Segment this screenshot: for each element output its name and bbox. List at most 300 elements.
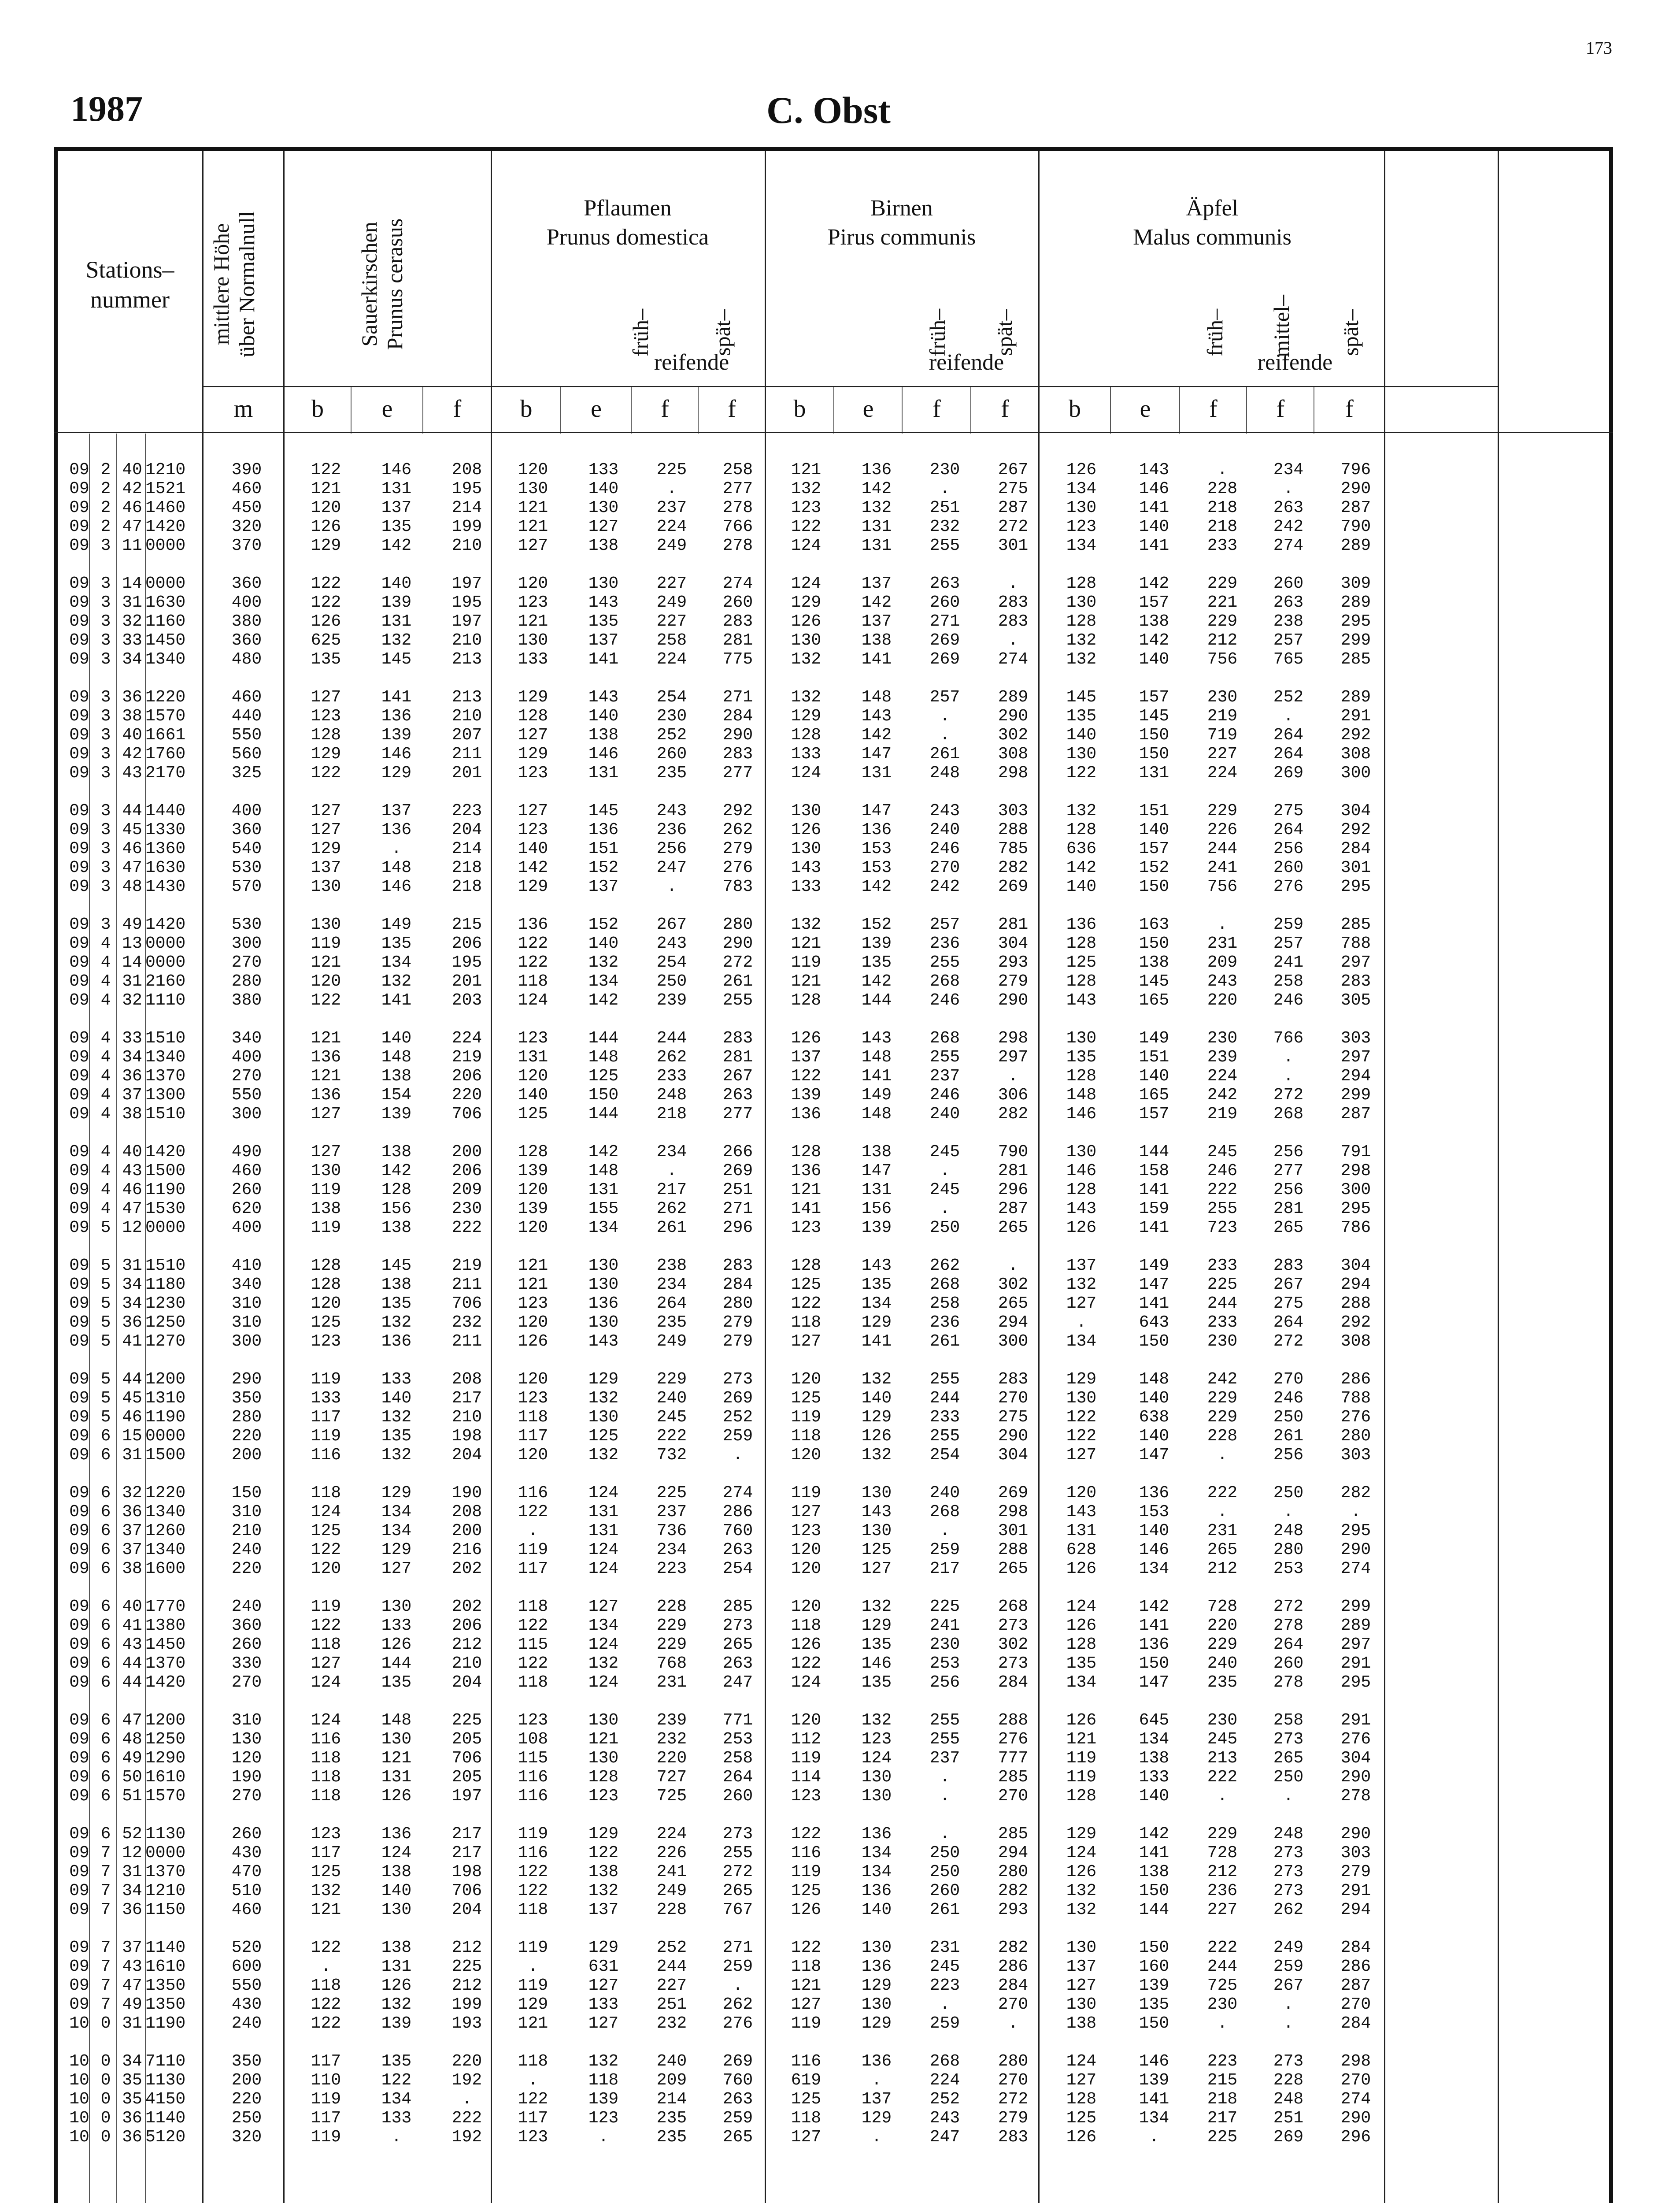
date-cell: 126 bbox=[311, 517, 341, 536]
station-cell: 6 bbox=[100, 1787, 111, 1806]
date-cell: 150 bbox=[1139, 2014, 1169, 2033]
date-cell: 142 bbox=[381, 536, 412, 555]
date-cell: 237 bbox=[929, 1067, 960, 1086]
height-cell: 600 bbox=[231, 1957, 262, 1976]
sour-cherry-header: Sauerkirschen Prunus cerasus bbox=[357, 218, 407, 350]
date-cell: 220 bbox=[451, 1086, 482, 1105]
date-cell: 229 bbox=[656, 1635, 687, 1654]
date-cell: 122 bbox=[311, 593, 341, 612]
height-cell: 350 bbox=[231, 2052, 262, 2071]
table-row bbox=[0, 1484, 1680, 1503]
date-cell: 120 bbox=[791, 1597, 821, 1616]
date-cell: 119 bbox=[1066, 1749, 1097, 1768]
station-cell: 1450 bbox=[145, 1635, 186, 1654]
height-cell: 200 bbox=[231, 2071, 262, 2090]
date-cell: 125 bbox=[311, 1521, 341, 1540]
station-cell: 0 bbox=[100, 2014, 111, 2033]
date-cell: 768 bbox=[656, 1654, 687, 1673]
date-cell: 210 bbox=[451, 707, 482, 726]
station-cell: 0000 bbox=[145, 1427, 186, 1446]
date-cell: 131 bbox=[861, 764, 892, 783]
station-cell: 1420 bbox=[145, 915, 186, 934]
height-cell: 340 bbox=[231, 1029, 262, 1048]
date-cell: 139 bbox=[588, 2090, 619, 2109]
date-cell: 146 bbox=[1139, 479, 1169, 498]
date-cell: 143 bbox=[861, 1029, 892, 1048]
date-cell: 110 bbox=[311, 2071, 341, 2090]
date-cell: 195 bbox=[451, 479, 482, 498]
date-cell: 138 bbox=[381, 1938, 412, 1957]
date-cell: 643 bbox=[1139, 1313, 1169, 1332]
date-cell: 138 bbox=[311, 1199, 341, 1218]
date-cell: 128 bbox=[518, 707, 548, 726]
date-cell: 231 bbox=[1207, 934, 1238, 953]
date-cell: 159 bbox=[1139, 1199, 1169, 1218]
station-cell: 09 bbox=[69, 1787, 89, 1806]
date-cell: 123 bbox=[588, 1787, 619, 1806]
date-cell: 120 bbox=[311, 1294, 341, 1313]
date-cell: 122 bbox=[518, 1616, 548, 1635]
date-cell: 264 bbox=[1273, 745, 1304, 764]
station-cell: 4 bbox=[100, 1086, 111, 1105]
date-cell: 127 bbox=[311, 820, 341, 839]
station-cell: 10 bbox=[69, 2128, 89, 2147]
date-cell: 150 bbox=[1139, 934, 1169, 953]
date-cell: 783 bbox=[722, 877, 753, 896]
station-cell: 1310 bbox=[145, 1389, 186, 1408]
date-cell: 139 bbox=[381, 1105, 412, 1124]
date-cell: 271 bbox=[929, 612, 960, 631]
date-cell: 284 bbox=[722, 707, 753, 726]
station-cell: 34 bbox=[122, 2052, 142, 2071]
height-cell: 290 bbox=[231, 1370, 262, 1389]
date-cell: 121 bbox=[518, 2014, 548, 2033]
date-cell: 156 bbox=[381, 1199, 412, 1218]
date-cell: 118 bbox=[518, 2052, 548, 2071]
date-cell: 130 bbox=[1066, 745, 1097, 764]
date-cell: 261 bbox=[929, 1332, 960, 1351]
date-cell: 132 bbox=[588, 953, 619, 972]
date-cell: 128 bbox=[311, 1256, 341, 1275]
date-cell: 220 bbox=[1207, 1616, 1238, 1635]
date-cell: 256 bbox=[1273, 1180, 1304, 1199]
station-cell: 09 bbox=[69, 1105, 89, 1124]
date-cell: 145 bbox=[381, 650, 412, 669]
date-cell: 119 bbox=[791, 2014, 821, 2033]
date-cell: 258 bbox=[722, 460, 753, 479]
date-cell: 143 bbox=[588, 593, 619, 612]
date-cell: 298 bbox=[998, 764, 1029, 783]
table-row bbox=[0, 1559, 1680, 1579]
date-cell: 288 bbox=[1340, 1294, 1371, 1313]
date-cell: 223 bbox=[451, 801, 482, 820]
date-cell: 143 bbox=[1066, 991, 1097, 1010]
station-cell: 49 bbox=[122, 915, 142, 934]
date-cell: 248 bbox=[1273, 1521, 1304, 1540]
station-cell: 1110 bbox=[145, 991, 186, 1010]
date-cell: 148 bbox=[588, 1048, 619, 1067]
date-cell: 126 bbox=[1066, 2128, 1097, 2147]
station-cell: 1200 bbox=[145, 1711, 186, 1730]
date-cell: 141 bbox=[1139, 1180, 1169, 1199]
date-cell: 269 bbox=[1273, 764, 1304, 783]
date-cell: 124 bbox=[381, 1843, 412, 1862]
date-cell: 120 bbox=[791, 1540, 821, 1559]
date-cell: 263 bbox=[722, 1654, 753, 1673]
date-cell: 132 bbox=[1066, 801, 1097, 820]
date-cell: 117 bbox=[311, 2052, 341, 2071]
date-cell: 219 bbox=[1207, 707, 1238, 726]
date-cell: 227 bbox=[656, 1976, 687, 1995]
date-cell: 235 bbox=[656, 2109, 687, 2128]
date-cell: 199 bbox=[451, 1995, 482, 2014]
station-cell: 3 bbox=[100, 745, 111, 764]
date-cell: 132 bbox=[791, 479, 821, 498]
date-cell: 142 bbox=[1139, 631, 1169, 650]
station-cell: 5 bbox=[100, 1370, 111, 1389]
station-cell: 1370 bbox=[145, 1067, 186, 1086]
date-cell: 296 bbox=[722, 1218, 753, 1237]
date-cell: 140 bbox=[381, 1389, 412, 1408]
station-cell: 09 bbox=[69, 1730, 89, 1749]
date-cell: 119 bbox=[311, 1427, 341, 1446]
date-cell: 125 bbox=[588, 1427, 619, 1446]
date-cell: 130 bbox=[791, 839, 821, 858]
date-cell: 263 bbox=[1273, 593, 1304, 612]
date-cell: 130 bbox=[381, 1597, 412, 1616]
height-cell: 440 bbox=[231, 707, 262, 726]
date-cell: 201 bbox=[451, 972, 482, 991]
date-cell: 150 bbox=[1139, 877, 1169, 896]
date-cell: 212 bbox=[1207, 1862, 1238, 1881]
date-cell: 117 bbox=[311, 1408, 341, 1427]
table-row bbox=[0, 1881, 1680, 1901]
date-cell: 283 bbox=[722, 1029, 753, 1048]
date-cell: 120 bbox=[311, 972, 341, 991]
date-cell: 129 bbox=[791, 593, 821, 612]
date-cell: 139 bbox=[1139, 1976, 1169, 1995]
date-cell: 127 bbox=[311, 1654, 341, 1673]
date-cell: 119 bbox=[791, 1862, 821, 1881]
date-cell: 142 bbox=[588, 991, 619, 1010]
station-cell: 34 bbox=[122, 1881, 142, 1900]
date-cell: 122 bbox=[518, 953, 548, 972]
date-cell: 146 bbox=[1066, 1161, 1097, 1180]
date-cell: 294 bbox=[1340, 1067, 1371, 1086]
station-cell: 37 bbox=[122, 1938, 142, 1957]
height-cell: 360 bbox=[231, 574, 262, 593]
date-cell: 127 bbox=[588, 2014, 619, 2033]
station-cell: 09 bbox=[69, 1484, 89, 1502]
date-cell: 269 bbox=[998, 1484, 1029, 1502]
date-cell: 245 bbox=[1207, 1730, 1238, 1749]
date-cell: 118 bbox=[518, 1900, 548, 1919]
date-cell: 219 bbox=[451, 1048, 482, 1067]
station-cell: 10 bbox=[69, 2090, 89, 2109]
table-row bbox=[0, 1313, 1680, 1332]
date-cell: 132 bbox=[1066, 1275, 1097, 1294]
date-cell: 706 bbox=[451, 1881, 482, 1900]
height-cell: 530 bbox=[231, 915, 262, 934]
date-cell: 151 bbox=[1139, 801, 1169, 820]
station-cell: 0000 bbox=[145, 1843, 186, 1862]
date-cell: 283 bbox=[722, 1256, 753, 1275]
date-cell: 136 bbox=[311, 1048, 341, 1067]
height-cell: 570 bbox=[231, 877, 262, 896]
date-cell: 230 bbox=[1207, 1332, 1238, 1351]
date-cell: 638 bbox=[1139, 1408, 1169, 1427]
date-cell: 198 bbox=[451, 1862, 482, 1881]
table-row bbox=[0, 1995, 1680, 2014]
date-cell: 243 bbox=[1207, 972, 1238, 991]
date-cell: 269 bbox=[722, 1161, 753, 1180]
date-cell: 142 bbox=[861, 726, 892, 745]
date-cell: . bbox=[1283, 1048, 1294, 1067]
date-cell: 124 bbox=[1066, 1597, 1097, 1616]
date-cell: 251 bbox=[722, 1180, 753, 1199]
station-cell: 6 bbox=[100, 1521, 111, 1540]
height-cell: 300 bbox=[231, 1332, 262, 1351]
date-cell: 248 bbox=[929, 764, 960, 783]
date-cell: 251 bbox=[1273, 2109, 1304, 2128]
station-cell: 5 bbox=[100, 1275, 111, 1294]
date-cell: 119 bbox=[311, 934, 341, 953]
date-cell: 242 bbox=[1207, 1086, 1238, 1105]
station-cell: 6 bbox=[100, 1730, 111, 1749]
date-cell: 136 bbox=[861, 1957, 892, 1976]
date-cell: 210 bbox=[451, 1654, 482, 1673]
unit-label: b bbox=[1069, 395, 1081, 423]
year-heading: 1987 bbox=[70, 89, 143, 129]
date-cell: 283 bbox=[998, 1370, 1029, 1389]
date-cell: 138 bbox=[1066, 2014, 1097, 2033]
station-cell: 1340 bbox=[145, 1502, 186, 1521]
date-cell: 129 bbox=[1066, 1825, 1097, 1843]
station-cell: 09 bbox=[69, 1843, 89, 1862]
date-cell: 130 bbox=[1066, 1995, 1097, 2014]
date-cell: 287 bbox=[1340, 1976, 1371, 1995]
date-cell: 250 bbox=[929, 1843, 960, 1862]
date-cell: 215 bbox=[451, 915, 482, 934]
height-cell: 550 bbox=[231, 1976, 262, 1995]
apple-mid-label: mittel– bbox=[1269, 295, 1294, 357]
date-cell: 120 bbox=[1066, 1484, 1097, 1502]
date-cell: 250 bbox=[1273, 1408, 1304, 1427]
station-cell: 47 bbox=[122, 1976, 142, 1995]
station-cell: 34 bbox=[122, 1048, 142, 1067]
date-cell: 117 bbox=[518, 1427, 548, 1446]
date-cell: 128 bbox=[1066, 972, 1097, 991]
date-cell: . bbox=[1217, 915, 1228, 934]
station-cell: 40 bbox=[122, 1597, 142, 1616]
station-cell: 1340 bbox=[145, 650, 186, 669]
date-cell: 271 bbox=[722, 1938, 753, 1957]
date-cell: 239 bbox=[656, 991, 687, 1010]
station-cell: 1430 bbox=[145, 877, 186, 896]
table-row bbox=[0, 650, 1680, 669]
date-cell: 148 bbox=[861, 1048, 892, 1067]
plum-late-label: spät– bbox=[710, 309, 735, 356]
date-cell: 136 bbox=[311, 1086, 341, 1105]
date-cell: 277 bbox=[722, 479, 753, 498]
date-cell: 234 bbox=[1273, 460, 1304, 479]
date-cell: 117 bbox=[518, 1559, 548, 1578]
date-cell: 645 bbox=[1139, 1711, 1169, 1730]
date-cell: 116 bbox=[791, 2052, 821, 2071]
station-cell: 09 bbox=[69, 839, 89, 858]
date-cell: 127 bbox=[861, 1559, 892, 1578]
date-cell: 265 bbox=[722, 1635, 753, 1654]
date-cell: 228 bbox=[1273, 2071, 1304, 2090]
height-cell: 560 bbox=[231, 745, 262, 764]
date-cell: 255 bbox=[929, 953, 960, 972]
date-cell: 130 bbox=[1066, 1938, 1097, 1957]
date-cell: 118 bbox=[791, 1616, 821, 1635]
station-cell: 09 bbox=[69, 1957, 89, 1976]
date-cell: 147 bbox=[861, 745, 892, 764]
station-cell: 1190 bbox=[145, 2014, 186, 2033]
date-cell: 229 bbox=[1207, 1635, 1238, 1654]
date-cell: 227 bbox=[1207, 1900, 1238, 1919]
date-cell: 257 bbox=[929, 915, 960, 934]
date-cell: 115 bbox=[518, 1635, 548, 1654]
date-cell: 139 bbox=[1139, 2071, 1169, 2090]
station-cell: 09 bbox=[69, 1900, 89, 1919]
plum-ripening-label: reifende bbox=[654, 350, 729, 375]
date-cell: 153 bbox=[861, 839, 892, 858]
station-cell: 6 bbox=[100, 1673, 111, 1692]
date-cell: 253 bbox=[722, 1730, 753, 1749]
date-cell: 146 bbox=[381, 460, 412, 479]
date-cell: 129 bbox=[791, 707, 821, 726]
station-cell: 0000 bbox=[145, 934, 186, 953]
date-cell: 212 bbox=[1207, 1559, 1238, 1578]
station-cell: 3 bbox=[100, 536, 111, 555]
station-cell: 0000 bbox=[145, 953, 186, 972]
date-cell: . bbox=[940, 1825, 950, 1843]
date-cell: 273 bbox=[722, 1370, 753, 1389]
station-cell: 46 bbox=[122, 1408, 142, 1427]
station-cell: 09 bbox=[69, 1502, 89, 1521]
date-cell: 218 bbox=[451, 858, 482, 877]
date-cell: 122 bbox=[588, 1843, 619, 1862]
station-cell: 3 bbox=[100, 631, 111, 650]
date-cell: 258 bbox=[722, 1749, 753, 1768]
date-cell: 273 bbox=[1273, 1730, 1304, 1749]
date-cell: 141 bbox=[791, 1199, 821, 1218]
table-row bbox=[0, 991, 1680, 1010]
station-cell: 09 bbox=[69, 1029, 89, 1048]
date-cell: 120 bbox=[518, 1370, 548, 1389]
date-cell: 209 bbox=[656, 2071, 687, 2090]
date-cell: 127 bbox=[1066, 1294, 1097, 1313]
table-row bbox=[0, 1938, 1680, 1958]
date-cell: 142 bbox=[588, 1142, 619, 1161]
date-cell: 142 bbox=[1139, 1597, 1169, 1616]
station-cell: 4 bbox=[100, 972, 111, 991]
date-cell: 269 bbox=[929, 631, 960, 650]
date-cell: 143 bbox=[791, 858, 821, 877]
date-cell: 131 bbox=[381, 479, 412, 498]
page-number: 173 bbox=[1586, 38, 1612, 58]
date-cell: 254 bbox=[929, 1446, 960, 1465]
date-cell: 206 bbox=[451, 934, 482, 953]
date-cell: . bbox=[391, 2128, 402, 2147]
table-row bbox=[0, 1711, 1680, 1730]
date-cell: 141 bbox=[1139, 498, 1169, 517]
date-cell: 224 bbox=[451, 1029, 482, 1048]
date-cell: 284 bbox=[1340, 1938, 1371, 1957]
station-cell: 5 bbox=[100, 1389, 111, 1408]
date-cell: 157 bbox=[1139, 839, 1169, 858]
date-cell: 250 bbox=[929, 1218, 960, 1237]
date-cell: 143 bbox=[861, 707, 892, 726]
date-cell: 293 bbox=[998, 1900, 1029, 1919]
station-cell: 09 bbox=[69, 1768, 89, 1787]
date-cell: 128 bbox=[1066, 2090, 1097, 2109]
table-row bbox=[0, 839, 1680, 859]
height-cell: 130 bbox=[231, 1730, 262, 1749]
date-cell: 127 bbox=[518, 536, 548, 555]
date-cell: 138 bbox=[381, 1067, 412, 1086]
date-cell: 278 bbox=[1273, 1616, 1304, 1635]
date-cell: 128 bbox=[791, 991, 821, 1010]
date-cell: 124 bbox=[311, 1711, 341, 1730]
date-cell: . bbox=[1217, 1502, 1228, 1521]
station-cell: 09 bbox=[69, 1521, 89, 1540]
date-cell: 141 bbox=[1139, 1843, 1169, 1862]
date-cell: 127 bbox=[588, 1976, 619, 1995]
date-cell: 129 bbox=[1066, 1370, 1097, 1389]
date-cell: 304 bbox=[998, 934, 1029, 953]
unit-label: f bbox=[728, 395, 736, 423]
station-cell: 09 bbox=[69, 1389, 89, 1408]
station-cell: 7 bbox=[100, 1881, 111, 1900]
date-cell: 235 bbox=[656, 2128, 687, 2147]
date-cell: 242 bbox=[1207, 1370, 1238, 1389]
date-cell: 260 bbox=[1273, 1654, 1304, 1673]
date-cell: 279 bbox=[722, 1313, 753, 1332]
date-cell: 252 bbox=[656, 1938, 687, 1957]
station-cell: 31 bbox=[122, 1446, 142, 1465]
date-cell: 132 bbox=[311, 1881, 341, 1900]
station-cell: 1270 bbox=[145, 1332, 186, 1351]
table-row bbox=[0, 1427, 1680, 1446]
date-cell: 125 bbox=[518, 1105, 548, 1124]
station-cell: 09 bbox=[69, 1995, 89, 2014]
date-cell: 146 bbox=[588, 745, 619, 764]
date-cell: 129 bbox=[311, 839, 341, 858]
date-cell: 140 bbox=[1139, 820, 1169, 839]
date-cell: 273 bbox=[1273, 1862, 1304, 1881]
date-cell: 304 bbox=[998, 1446, 1029, 1465]
date-cell: 270 bbox=[998, 2071, 1029, 2090]
date-cell: 279 bbox=[1340, 1862, 1371, 1881]
date-cell: 301 bbox=[1340, 858, 1371, 877]
date-cell: 135 bbox=[1066, 707, 1097, 726]
station-cell: 1290 bbox=[145, 1749, 186, 1768]
date-cell: 130 bbox=[1066, 1142, 1097, 1161]
station-cell: 09 bbox=[69, 1635, 89, 1654]
date-cell: 120 bbox=[518, 1067, 548, 1086]
date-cell: 254 bbox=[656, 953, 687, 972]
date-cell: 135 bbox=[311, 650, 341, 669]
date-cell: 121 bbox=[311, 1067, 341, 1086]
date-cell: 245 bbox=[929, 1180, 960, 1199]
table-row bbox=[0, 1086, 1680, 1105]
date-cell: 208 bbox=[451, 1370, 482, 1389]
station-cell: 1570 bbox=[145, 1787, 186, 1806]
